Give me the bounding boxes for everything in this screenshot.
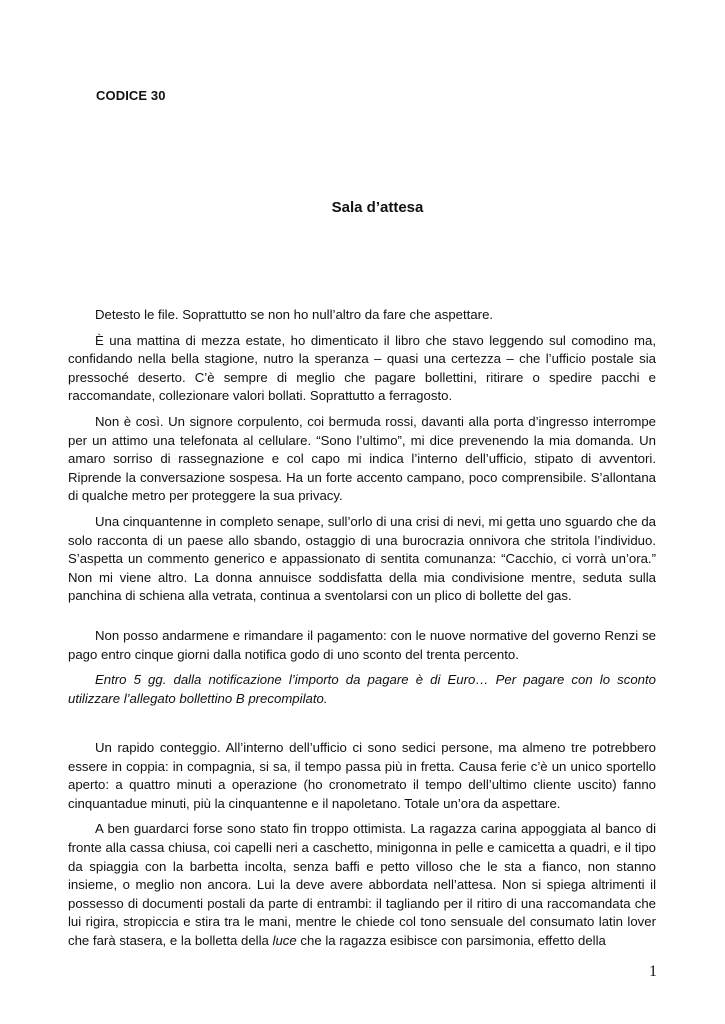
paragraph-8-part-a: A ben guardarci forse sono stato fin troppo ottimista. La ragazza carina appoggiata al banco di fronte alla cassa chiusa, coi capelli neri a caschetto, minigonna in pelle e camicetta a quadri, e il tipo da spiaggia con la barbetta incolta, senza baffi e petto villoso che le sta a fianco, non stanno insieme, o meglio non ancora. Lui la deve avere abbordata nell’attesa. Non si spiega altrimenti il possesso di documenti postali da parte di entrambi: il tagliando per il ritiro di una raccomandata che lui rigira, stropiccia e stira tra le mani, mentre le chiede col tono sensuale del consumato latin lover che farà stasera, e la bolletta della (68, 821, 656, 948)
paragraph-4: Una cinquantenne in completo senape, sull’orlo di una crisi di nevi, mi getta uno sguardo che da solo racconta di un paese allo sbando, ostaggio di una burocrazia onnivora che stritola l’individuo. S’aspetta un commento generico e appassionato di sentita comunanza: “Cacchio, ci vorrà un’ora.” Non mi viene altro. La donna annuisce soddisfatta della mia condivisione mentre, seduta sulla panchina di schiena alla vetrata, continua a sventolarsi con un plico di bollette del gas. (68, 513, 656, 604)
paragraph-5: Non posso andarmene e rimandare il pagamento: con le nuove normative del governo Renzi se pago entro cinque giorni dalla notifica godo di uno sconto del trenta percento. (68, 628, 656, 662)
paragraph-8-part-b: che la ragazza esibisce con parsimonia, effetto della (296, 932, 606, 948)
paragraph-8-italic-word: luce (272, 932, 297, 948)
paragraph-2: È una mattina di mezza estate, ho dimenticato il libro che stavo leggendo sul comodino ma, confidando nella bella stagione, nutro la speranza – quasi una certezza – che l’ufficio postale sia pressoché deserto. C’è sempre di meglio che pagare bollettini, ritirare o spedire pacchi e raccomandate, collezionare valori bollati. Soprattutto a ferragosto. (68, 332, 656, 404)
code-label: CODICE 30 (96, 88, 166, 103)
text-block-3 (68, 739, 656, 958)
paragraph-7: Un rapido conteggio. All’interno dell’ufficio ci sono sedici persone, ma almeno tre potrebbero essere in coppia: in compagnia, si sa, il tempo passa più in fretta. Causa ferie c’è un unico sportello aperto: a quattro minuti a operazione (ho cronometrato il tempo dell’ultimo cliente uscito) fanno cinquantadue minuti, più la cinquantenne e il napoletano. Totale un’ora da aspettare. (68, 740, 656, 811)
text-block-2 (68, 627, 656, 715)
paragraph-3: Non è così. Un signore corpulento, coi bermuda rossi, davanti alla porta d’ingresso interrompe per un attimo una telefonata al cellulare. “Sono l’ultimo”, mi dice prevenendo la mia domanda. Un amaro sorriso di rassegnazione e col capo mi indica l’interno dell’ufficio, stipato di avventori. Riprende la conversazione sospesa. Ha un forte accento campano, poco comprensibile. S’allontana di qualche metro per proteggere la sua privacy. (68, 413, 656, 504)
paragraph-1: Detesto le file. Soprattutto se non ho null’altro da fare che aspettare. (95, 307, 494, 322)
page-title: Sala d’attesa (331, 199, 424, 216)
page-number: 1 (649, 963, 657, 980)
paragraph-8 (68, 820, 656, 950)
text-block-1 (68, 306, 656, 613)
paragraph-6-quote: Entro 5 gg. dalla notificazione l’importo da pagare è di Euro… Per pagare con lo sconto utilizzare l’allegato bollettino B precompilato. (68, 672, 656, 706)
